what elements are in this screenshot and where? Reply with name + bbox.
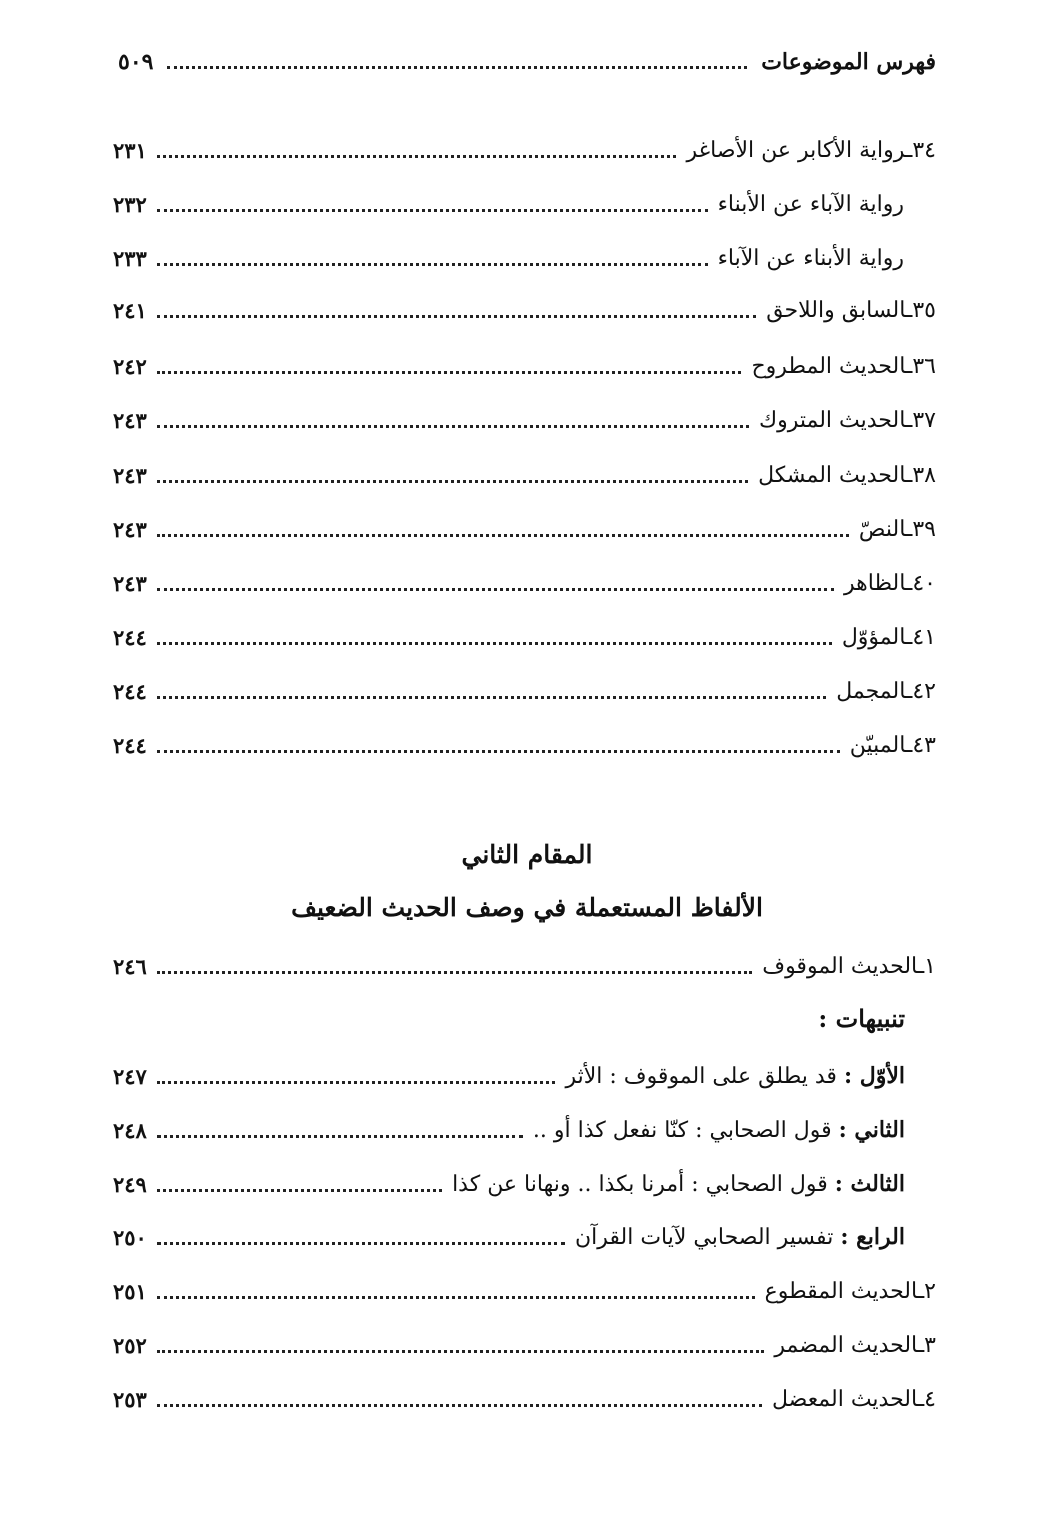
toc-entry-page: ٢٣١: [113, 137, 147, 163]
dot-leader: [157, 371, 742, 374]
toc-entry-page: ٢٣٣: [113, 245, 147, 271]
dot-leader: [157, 1081, 556, 1084]
toc-entry-page: ٢٥٢: [113, 1332, 147, 1358]
note-entry-label: [575, 1224, 905, 1250]
toc-entry: [113, 455, 936, 495]
toc-entry-label: ٣٦ـالحديث المطروح: [751, 353, 936, 379]
note-text: قول الصحابي : كنّا نفعل كذا أو ..: [532, 1118, 839, 1143]
dot-leader: [157, 1350, 765, 1353]
note-text: تفسير الصحابي لآيات القرآن: [574, 1225, 841, 1250]
toc-entry-page: ٢٤٣: [113, 516, 147, 542]
toc-entry: [113, 238, 904, 278]
toc-entry-page: ٢٤٣: [113, 407, 147, 433]
toc-entry-page: ٢٥١: [113, 1278, 147, 1304]
toc-entry: [113, 290, 936, 330]
note-text: قد يطلق على الموقوف : الأثر: [565, 1064, 844, 1089]
toc-entry-page: ٢٤٦: [113, 953, 147, 979]
section-subheading: الألفاظ المستعملة في وصف الحديث الضعيف: [291, 893, 763, 922]
notes-label: تنبيهات :: [818, 1004, 905, 1033]
note-lead: الثالث :: [834, 1171, 905, 1197]
toc-entry-page: ٢٤٣: [113, 462, 147, 488]
dot-leader: [157, 1404, 762, 1407]
toc-entry: [113, 130, 936, 170]
dot-leader: [157, 750, 840, 753]
toc-entry-label: ٣٩ـالنصّ: [858, 516, 936, 542]
dot-leader: [157, 971, 752, 974]
note-entry-page: ٢٤٩: [113, 1171, 147, 1197]
toc-entry-label: ٤٣ـالمبيّن: [849, 732, 936, 758]
toc-entry-page: ٢٤٤: [113, 732, 147, 758]
toc-entry: [113, 671, 936, 711]
note-entry-label: [533, 1117, 905, 1143]
dot-leader: [157, 1296, 755, 1299]
note-lead: الرابع :: [840, 1224, 905, 1250]
header-title: فهرس الموضوعات: [761, 49, 936, 75]
note-entry-page: ٢٤٧: [113, 1063, 147, 1089]
toc-entry-page: ٢٤١: [113, 297, 147, 323]
note-entry-page: ٢٤٨: [113, 1117, 147, 1143]
toc-entry: [113, 346, 936, 386]
dot-leader: [157, 588, 834, 591]
note-lead: الأوّل :: [843, 1063, 905, 1089]
dot-leader: [157, 1189, 442, 1192]
toc-entry: [113, 1271, 936, 1311]
header-page-number: ٥٠٩: [118, 49, 154, 75]
dot-leader: [157, 315, 756, 318]
running-header: [118, 42, 936, 82]
toc-entry-page: ٢٤٤: [113, 624, 147, 650]
header-dot-leader: [167, 66, 747, 69]
toc-entry-label: ٣٧ـالحديث المتروك: [758, 407, 936, 433]
toc-entry: [113, 725, 936, 765]
toc-entry-label: ٢ـالحديث المقطوع: [764, 1278, 936, 1304]
dot-leader: [157, 263, 708, 266]
toc-entry-label: رواية الأبناء عن الآباء: [717, 245, 904, 271]
dot-leader: [157, 1242, 565, 1245]
toc-entry-label: ٣٤ـرواية الأكابر عن الأصاغر: [686, 137, 936, 163]
dot-leader: [157, 642, 832, 645]
toc-entry-page: ٢٣٢: [113, 191, 147, 217]
toc-entry-label: ٤ـالحديث المعضل: [771, 1386, 936, 1412]
toc-entry-label: ٤٠ـالظاهر: [844, 570, 936, 596]
toc-entry-label: رواية الآباء عن الأبناء: [717, 191, 904, 217]
note-entry-page: ٢٥٠: [113, 1224, 147, 1250]
toc-entry-label: ٣٥ـالسابق واللاحق: [766, 297, 936, 323]
toc-entry-label: ١ـالحديث الموقوف: [762, 953, 936, 979]
toc-entry-label: ٣ـالحديث المضمر: [774, 1332, 936, 1358]
note-entry: [113, 1164, 905, 1204]
section-heading: المقام الثاني: [461, 840, 593, 869]
toc-entry-page: ٢٥٣: [113, 1386, 147, 1412]
toc-entry: [113, 509, 936, 549]
note-text: قول الصحابي : أمرنا بكذا .. ونهانا عن كذا: [452, 1172, 835, 1197]
dot-leader: [157, 534, 849, 537]
toc-entry-label: ٤١ـالمؤوّل: [841, 624, 936, 650]
dot-leader: [157, 155, 677, 158]
toc-entry: [113, 400, 936, 440]
note-entry: [113, 1110, 905, 1150]
note-entry: [113, 1056, 905, 1096]
toc-entry: [113, 1325, 936, 1365]
toc-entry: [113, 184, 904, 224]
dot-leader: [157, 1135, 523, 1138]
note-entry: [113, 1217, 905, 1257]
toc-entry: [113, 1379, 936, 1419]
toc-entry: [113, 946, 936, 986]
note-entry-label: [565, 1063, 905, 1089]
toc-entry-label: ٤٢ـالمجمل: [836, 678, 936, 704]
toc-entry: [113, 563, 936, 603]
toc-entry-label: ٣٨ـالحديث المشكل: [758, 462, 936, 488]
dot-leader: [157, 696, 826, 699]
dot-leader: [157, 425, 749, 428]
toc-entry-page: ٢٤٤: [113, 678, 147, 704]
toc-entry: [113, 617, 936, 657]
note-lead: الثاني :: [838, 1117, 905, 1143]
dot-leader: [157, 480, 748, 483]
dot-leader: [157, 209, 708, 212]
toc-entry-page: ٢٤٢: [113, 353, 147, 379]
note-entry-label: [452, 1171, 905, 1197]
toc-entry-page: ٢٤٣: [113, 570, 147, 596]
